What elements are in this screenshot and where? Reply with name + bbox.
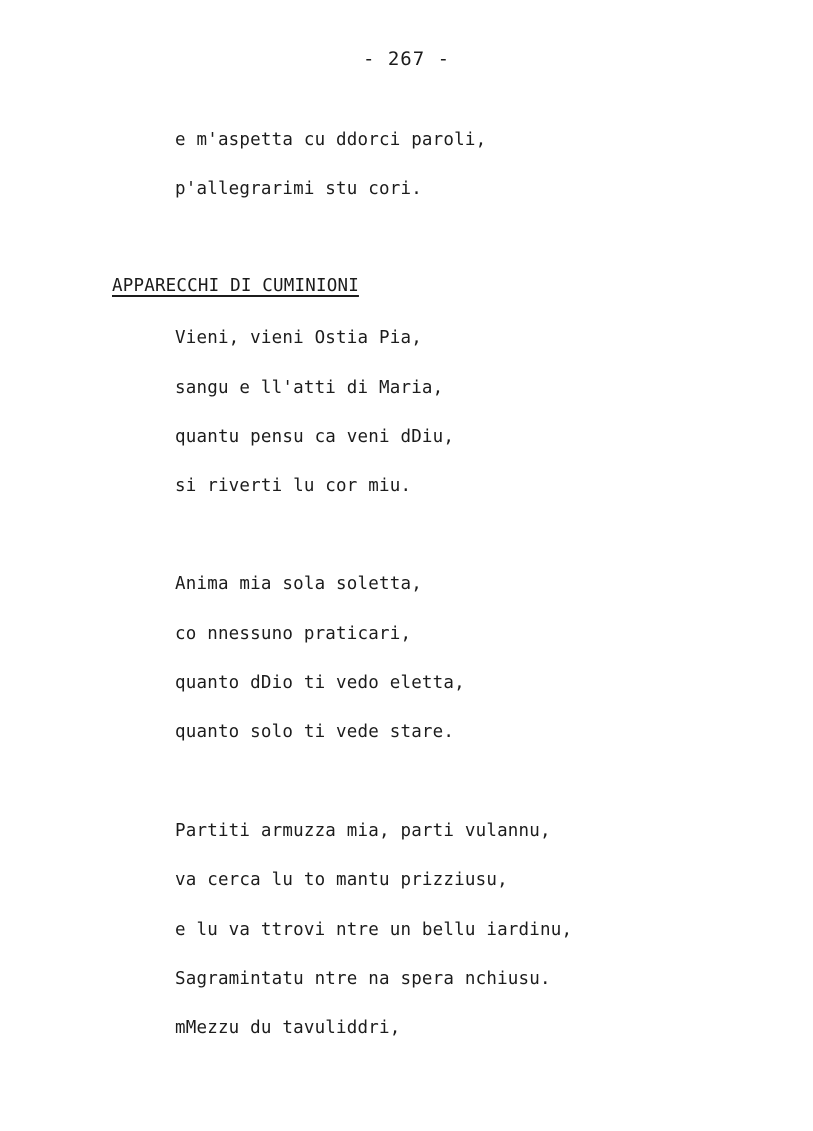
verse-line: p'allegrarimi stu cori. [175, 179, 422, 199]
verse-line: Sagramintatu ntre na spera nchiusu. [175, 969, 551, 989]
verse-line: va cerca lu to mantu prizziusu, [175, 870, 508, 890]
verse-line: e lu va ttrovi ntre un bellu iardinu, [175, 920, 573, 940]
verse-line: quantu pensu ca veni dDiu, [175, 427, 455, 447]
verse-line: quanto solo ti vede stare. [175, 722, 455, 742]
section-heading: APPARECCHI DI CUMINIONI [112, 276, 359, 296]
verse-line: Partiti armuzza mia, parti vulannu, [175, 821, 551, 841]
verse-line: co nnessuno praticari, [175, 624, 412, 644]
verse-line: Vieni, vieni Ostia Pia, [175, 328, 422, 348]
verse-line: sangu e ll'atti di Maria, [175, 378, 444, 398]
verse-line: e m'aspetta cu ddorci paroli, [175, 130, 487, 150]
page-number: - 267 - [362, 48, 451, 70]
verse-line: quanto dDio ti vedo eletta, [175, 673, 465, 693]
verse-line: Anima mia sola soletta, [175, 574, 422, 594]
verse-line: mMezzu du tavuliddri, [175, 1018, 401, 1038]
verse-line: si riverti lu cor miu. [175, 476, 412, 496]
